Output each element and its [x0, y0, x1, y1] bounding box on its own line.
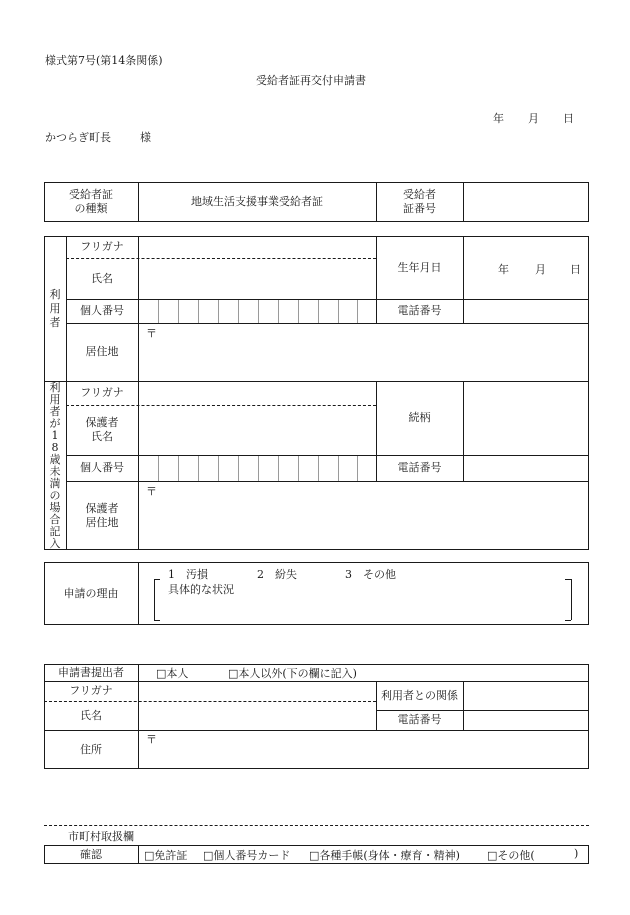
guardian-phone-field[interactable] — [463, 455, 589, 481]
user-furigana-field[interactable] — [138, 236, 376, 258]
applicant-name-field[interactable] — [138, 701, 376, 730]
applicant-relation-field[interactable] — [463, 681, 589, 710]
guardian-mynumber-label: 個人番号 — [80, 461, 124, 474]
user-address-label: 居住地 — [85, 345, 119, 358]
page-title: 受給者証再交付申請書 — [256, 74, 366, 87]
office-section-title: 市町村取扱欄 — [68, 830, 134, 843]
certificate-type-value: 地域生活支援事業受給者証 — [191, 195, 323, 208]
guardian-address-label: 保護者 居住地 — [85, 501, 119, 529]
date-month: 月 — [528, 112, 539, 125]
applicant-name-label: 氏名 — [80, 708, 102, 722]
guardian-address-field[interactable] — [160, 481, 589, 550]
applicant-furigana-label: フリガナ — [69, 684, 113, 697]
dob-month: 月 — [535, 263, 546, 276]
applicant-phone-field[interactable] — [463, 710, 589, 730]
guardian-furigana-field[interactable] — [138, 381, 376, 405]
user-name-field[interactable] — [138, 258, 376, 299]
guardian-name-label: 保護者 氏名 — [85, 416, 119, 443]
user-dob-label: 生年月日 — [397, 260, 442, 274]
guardian-phone-label: 電話番号 — [397, 461, 442, 474]
reason-label: 申請の理由 — [63, 586, 119, 600]
date-day: 日 — [563, 112, 574, 125]
dob-day: 日 — [570, 263, 581, 276]
applicant-relation-label: 利用者との関係 — [381, 688, 458, 702]
office-divider — [44, 825, 589, 826]
guardian-name-field[interactable] — [138, 405, 376, 455]
form-number: 様式第7号(第14条関係) — [45, 54, 163, 67]
confirm-option-other[interactable]: □その他( — [487, 849, 535, 862]
applicant-phone-label: 電話番号 — [397, 713, 442, 726]
submitter-label: 申請書提出者 — [58, 665, 124, 679]
confirm-option-license[interactable]: □免許証 — [144, 849, 188, 862]
guardian-relation-field[interactable] — [463, 381, 589, 455]
submitter-option-other[interactable]: □本人以外(下の欄に記入) — [228, 667, 357, 680]
applicant-address-field[interactable] — [160, 730, 589, 769]
user-mynumber-label: 個人番号 — [80, 304, 124, 317]
user-address-field[interactable] — [160, 323, 589, 381]
user-name-label: 氏名 — [91, 271, 113, 285]
reason-option-other[interactable]: 3 その他 — [345, 568, 396, 581]
certificate-type-label: 受給者証 の種類 — [69, 188, 113, 215]
confirm-option-handbook[interactable]: □各種手帳(身体・療育・精神) — [309, 849, 460, 862]
user-postal-mark: 〒 — [146, 327, 157, 340]
reason-detail-label: 具体的な状況 — [168, 583, 234, 596]
submitter-option-self[interactable]: □本人 — [156, 667, 189, 680]
date-year: 年 — [493, 112, 504, 125]
guardian-furigana-label: フリガナ — [80, 386, 124, 399]
certificate-number-label: 受給者 証番号 — [403, 188, 436, 215]
applicant-postal-mark: 〒 — [146, 733, 157, 746]
guardian-relation-label: 続柄 — [408, 411, 431, 424]
confirm-option-mynumber-card[interactable]: □個人番号カード — [203, 849, 291, 862]
reason-option-lost[interactable]: 2 紛失 — [257, 568, 297, 581]
user-section-label: 利 用 者 — [49, 287, 61, 329]
confirm-option-other-close: ) — [574, 847, 579, 860]
applicant-address-label: 住所 — [80, 742, 102, 756]
dob-year: 年 — [498, 263, 509, 276]
user-furigana-label: フリガナ — [80, 240, 124, 253]
confirm-label: 確認 — [80, 847, 102, 861]
addressee: かつらぎ町長 — [45, 131, 111, 144]
reason-option-soiled[interactable]: 1 汚損 — [168, 568, 208, 581]
guardian-postal-mark: 〒 — [146, 485, 157, 498]
guardian-section-label: 利 用 者 が 1 8 歳 未 満 の 場 合 記 入 — [49, 380, 61, 550]
applicant-furigana-field[interactable] — [138, 681, 376, 701]
user-phone-label: 電話番号 — [397, 304, 442, 317]
addressee-honorific: 様 — [140, 131, 151, 144]
user-phone-field[interactable] — [463, 299, 589, 323]
certificate-number-field[interactable] — [463, 182, 589, 222]
